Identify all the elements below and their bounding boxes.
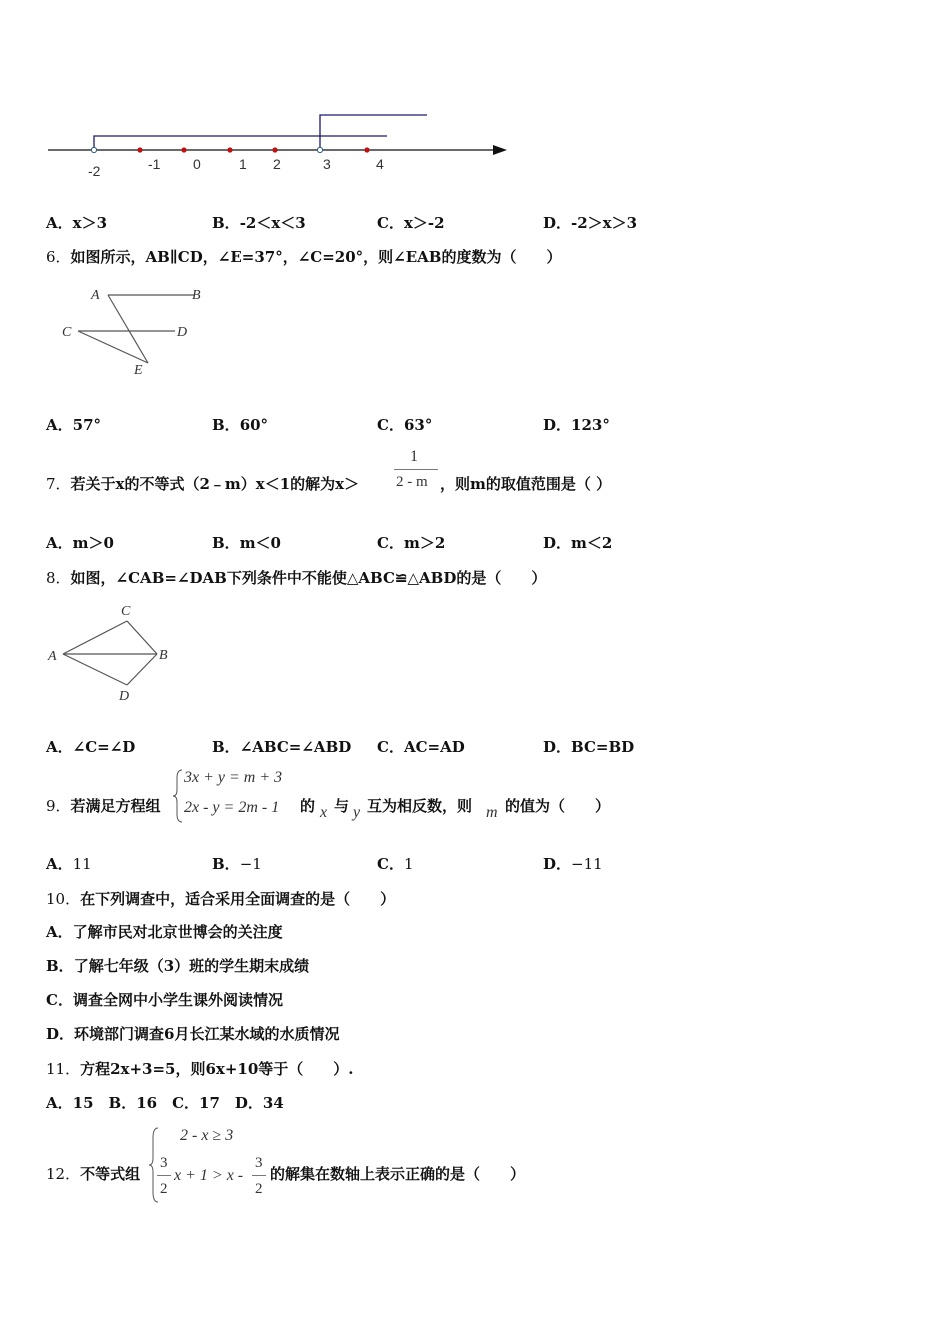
option-text: -2＜x＜3 (239, 214, 306, 232)
point-0 (181, 147, 186, 152)
q8-option-d[interactable] (543, 736, 634, 757)
q7-option-c[interactable] (377, 532, 445, 553)
question-number: 8． (46, 569, 71, 587)
point-minus2-open (91, 147, 96, 152)
option-letter: A． (46, 214, 73, 232)
q6-option-d[interactable] (543, 414, 610, 435)
option-text: m＞0 (72, 534, 114, 552)
q7-fraction-bar (394, 469, 438, 470)
q10-stem (46, 888, 395, 909)
q6-parallel-lines-figure (55, 285, 225, 380)
line-ce (78, 331, 148, 363)
q5-option-d[interactable] (543, 212, 637, 233)
q8-option-a[interactable] (46, 736, 135, 757)
q5-number-line-figure (45, 108, 515, 188)
option-letter: C． (46, 991, 73, 1009)
label-d: D (119, 689, 130, 704)
label-b: B (159, 648, 168, 663)
question-text: 若满足方程组 (70, 797, 161, 815)
q9-stem-mid2: 与 (334, 797, 350, 815)
option-letter: D． (543, 534, 572, 552)
q7-fraction-numerator: 1 (410, 448, 418, 465)
option-text: −11 (571, 855, 603, 873)
q6-stem (46, 246, 561, 267)
label-e: E (134, 363, 143, 378)
q6-option-a[interactable] (46, 414, 101, 435)
tick-label: 0 (193, 156, 201, 172)
label-c: C (62, 325, 72, 340)
label-c: C (121, 604, 131, 619)
q9-var-x: x (320, 804, 328, 821)
q5-option-a[interactable] (46, 212, 107, 233)
option-text: BC=BD (571, 738, 635, 756)
q9-brace (172, 768, 184, 824)
option-letter: D． (543, 214, 572, 232)
option-letter: C． (377, 855, 404, 873)
q9-stem-after: 的值为（ ） (505, 797, 611, 815)
option-letter: A． (46, 855, 73, 873)
q7-option-d[interactable] (543, 532, 612, 553)
tick-label: 1 (239, 156, 247, 172)
q7-option-b[interactable] (212, 532, 281, 553)
q5-option-c[interactable] (377, 212, 445, 233)
option-letter: C． (377, 214, 404, 232)
q8-option-c[interactable] (377, 736, 465, 757)
q11-options[interactable]: A．15 B．16 C．17 D．34 (46, 1094, 284, 1112)
tick-label: 4 (376, 156, 384, 172)
option-text: ∠ABC=∠ABD (239, 738, 352, 756)
line-ad (63, 654, 127, 685)
option-letter: D． (543, 855, 572, 873)
number-line-arrow (493, 145, 507, 155)
q9-stem-before (46, 795, 161, 816)
question-number: 9． (46, 797, 71, 815)
q9-var-y: y (353, 804, 361, 821)
q12-inequality-2: x + 1 > x - (174, 1167, 244, 1184)
option-letter: D． (46, 1025, 75, 1043)
q9-option-b[interactable] (212, 853, 262, 874)
question-text: 如图，∠CAB=∠DAB下列条件中不能使△ABC≌△ABD的是（ ） (70, 569, 547, 587)
option-letter: A． (46, 923, 73, 941)
tick-label: -2 (88, 163, 101, 179)
option-text: 57° (72, 416, 102, 434)
q9-stem-mid1: 的 (300, 797, 316, 815)
q11-stem (46, 1058, 354, 1079)
tick-label: 3 (323, 156, 331, 172)
question-number: 12． (46, 1165, 81, 1183)
option-letter: B． (212, 534, 240, 552)
point-3-open (317, 147, 322, 152)
q10-option-c[interactable] (46, 989, 283, 1010)
option-text: x＞3 (72, 214, 108, 232)
label-a: A (91, 288, 100, 303)
option-letter: D． (543, 416, 572, 434)
option-text: -2＞x＞3 (571, 214, 638, 232)
question-number: 11． (46, 1060, 81, 1078)
option-letter: B． (212, 738, 240, 756)
option-text: 60° (239, 416, 269, 434)
q7-stem-after: ，则m的取值范围是（ ） (440, 475, 612, 493)
bracket-from-3 (320, 115, 427, 150)
question-text: 方程2x+3=5，则6x+10等于（ ）. (80, 1060, 354, 1078)
line-cb (127, 621, 157, 654)
q8-kite-figure (45, 602, 185, 702)
question-number: 10． (46, 890, 81, 908)
option-text: 调查全网中小学生课外阅读情况 (72, 991, 283, 1009)
option-letter: B． (212, 416, 240, 434)
bracket-from-minus2 (94, 136, 387, 150)
question-text: 若关于x的不等式（2﹣m）x＜1的解为x＞ (70, 475, 360, 493)
q12-stem-before (46, 1163, 140, 1184)
point-1 (227, 147, 232, 152)
option-letter: B． (46, 957, 74, 975)
point-2 (272, 147, 277, 152)
option-letter: D． (543, 738, 572, 756)
option-text: ∠C=∠D (72, 738, 136, 756)
q9-option-d[interactable] (543, 853, 603, 874)
point-minus1 (137, 147, 142, 152)
option-text: 63° (403, 416, 433, 434)
option-letter: B． (212, 855, 240, 873)
q8-option-b[interactable] (212, 736, 351, 757)
q10-option-d[interactable] (46, 1023, 339, 1044)
question-number: 7． (46, 475, 71, 493)
q9-equation-1: 3x + y = m + 3 (184, 769, 283, 786)
q12-frac2-numerator: 3 (255, 1155, 263, 1171)
q12-frac2-denominator: 2 (255, 1181, 263, 1197)
q12-brace (148, 1126, 160, 1204)
option-text: m＜2 (571, 534, 613, 552)
option-letter: C． (377, 534, 404, 552)
q5-option-b[interactable] (212, 212, 306, 233)
line-ac (63, 621, 127, 654)
q6-option-b[interactable] (212, 414, 268, 435)
q9-var-m: m (486, 804, 498, 821)
option-letter: A． (46, 738, 73, 756)
q7-fraction-denominator: 2 - m (396, 474, 428, 490)
option-text: −1 (239, 855, 262, 873)
q10-option-a[interactable] (46, 921, 283, 942)
option-text: m＞2 (403, 534, 446, 552)
point-4 (364, 147, 369, 152)
q10-option-b[interactable] (46, 955, 309, 976)
option-text: 1 (403, 855, 414, 873)
q7-stem-before (46, 473, 359, 494)
option-text: m＜0 (239, 534, 281, 552)
q9-option-c[interactable] (377, 853, 414, 874)
q12-frac1-bar (157, 1175, 171, 1176)
line-ae (108, 295, 148, 363)
question-text: 不等式组 (80, 1165, 141, 1183)
q8-stem (46, 567, 546, 588)
q9-stem-mid3: 互为相反数，则 (367, 797, 473, 815)
option-letter: C． (377, 416, 404, 434)
option-text: 环境部门调查6月长江某水域的水质情况 (74, 1025, 340, 1043)
q12-stem-after: 的解集在数轴上表示正确的是（ ） (270, 1165, 526, 1183)
tick-label: 2 (273, 156, 281, 172)
question-text: 如图所示，AB∥CD，∠E=37°，∠C=20°，则∠EAB的度数为（ ） (70, 248, 562, 266)
option-letter: C． (377, 738, 404, 756)
q12-frac2-bar (252, 1175, 266, 1176)
option-letter: B． (212, 214, 240, 232)
option-text: AC=AD (403, 738, 465, 756)
q9-option-a[interactable] (46, 853, 92, 874)
option-text: 了解七年级（3）班的学生期末成绩 (73, 957, 310, 975)
option-text: 了解市民对北京世博会的关注度 (72, 923, 283, 941)
q12-frac1-numerator: 3 (160, 1155, 168, 1171)
option-text: 11 (72, 855, 92, 873)
q12-frac1-denominator: 2 (160, 1181, 168, 1197)
question-number: 6． (46, 248, 71, 266)
option-letter: A． (46, 534, 73, 552)
q6-option-c[interactable] (377, 414, 432, 435)
q9-equation-2: 2x - y = 2m - 1 (184, 799, 280, 816)
q7-option-a[interactable] (46, 532, 114, 553)
option-letter: A． (46, 416, 73, 434)
option-text: 123° (571, 416, 610, 434)
q12-inequality-1: 2 - x ≥ 3 (180, 1127, 234, 1144)
question-text: 在下列调查中，适合采用全面调查的是（ ） (80, 890, 396, 908)
option-text: x＞-2 (403, 214, 445, 232)
label-a: A (48, 649, 57, 664)
line-db (127, 654, 157, 685)
label-b: B (192, 288, 201, 303)
label-d: D (177, 325, 188, 340)
tick-label: -1 (148, 156, 161, 172)
